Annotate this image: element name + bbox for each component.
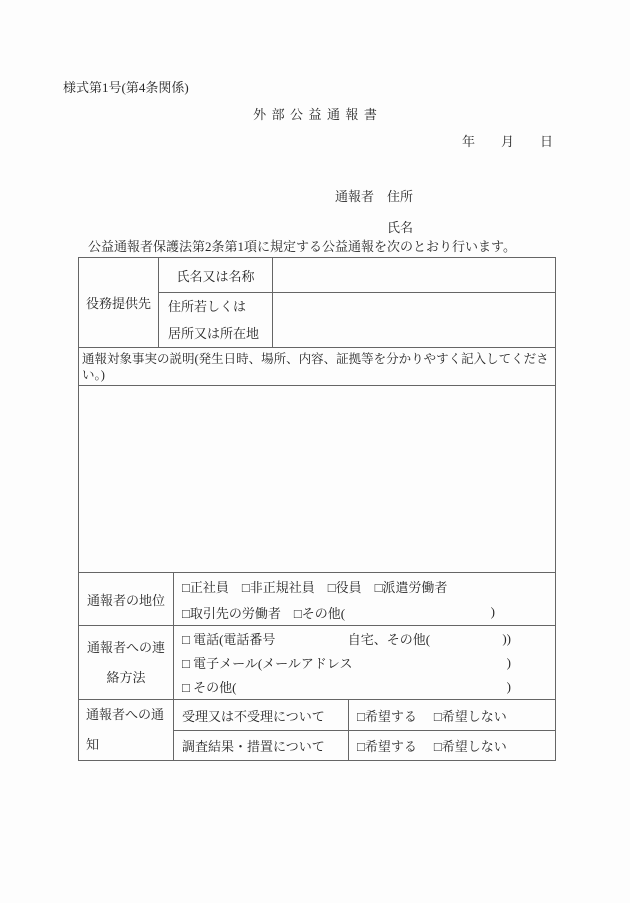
notice-result-options	[349, 731, 556, 761]
date-year-label: 年	[461, 134, 475, 149]
checkbox-dispatched-worker[interactable]: □派遣労働者	[374, 579, 448, 595]
notice-label: 通報者への通知	[79, 700, 174, 761]
address-label	[159, 293, 273, 348]
checkbox-officer[interactable]: □役員	[327, 579, 362, 595]
contact-method-label: 通報者への連絡方法	[79, 626, 174, 700]
contact-other-close-paren: )	[506, 678, 512, 694]
address-label-line2: 居所又は所在地	[168, 326, 260, 341]
report-form-table	[78, 257, 556, 761]
form-number: 様式第1号(第4条関係)	[63, 80, 189, 95]
address-input[interactable]	[273, 293, 556, 348]
checkbox-no-wish-acceptance[interactable]: □希望しない	[433, 708, 507, 724]
date-line	[462, 131, 553, 150]
phone-home-other-label: 自宅、その他(	[347, 632, 431, 647]
intro-text: 公益通報者保護法第2条第1項に規定する公益通報を次のとおり行います。	[88, 239, 516, 254]
table-row	[79, 626, 556, 700]
phone-close-paren: ))	[502, 630, 512, 646]
contact-phone-row	[182, 627, 511, 651]
reporter-block	[335, 186, 413, 236]
name-or-title-label: 氏名又は名称	[159, 258, 273, 293]
checkbox-wish-result[interactable]: □希望する	[357, 739, 417, 754]
checkbox-non-regular-employee[interactable]: □非正規社員	[241, 579, 315, 595]
reporter-name-label: 氏名	[387, 220, 414, 235]
checkbox-phone[interactable]: □ 電話(電話番号	[182, 632, 276, 647]
status-options-row2	[182, 599, 495, 625]
date-day-label: 日	[539, 134, 553, 149]
checkbox-email[interactable]: □ 電子メール(メールアドレス	[182, 656, 353, 671]
service-provider-label: 役務提供先	[79, 258, 159, 348]
table-row	[79, 386, 556, 573]
email-close-paren: )	[506, 654, 512, 670]
table-row	[79, 700, 556, 731]
table-row	[79, 348, 556, 386]
reporter-status-label: 通報者の地位	[79, 573, 174, 626]
checkbox-wish-acceptance[interactable]: □希望する	[357, 708, 417, 724]
reporter-address-label: 住所	[387, 189, 414, 204]
contact-other-row	[182, 675, 511, 699]
contact-email-row	[182, 651, 511, 675]
checkbox-business-partner-worker[interactable]: □取引先の労働者	[182, 605, 281, 621]
table-row	[79, 258, 556, 293]
date-month-label: 月	[500, 134, 514, 149]
checkbox-no-wish-result[interactable]: □希望しない	[433, 739, 507, 754]
notice-acceptance-label: 受理又は不受理について	[174, 700, 349, 731]
reporter-label: 通報者	[335, 189, 375, 204]
notice-result-label: 調査結果・措置について	[174, 731, 349, 761]
status-options-row1	[182, 573, 495, 599]
reporter-status-options	[174, 573, 556, 626]
name-or-title-input[interactable]	[273, 258, 556, 293]
contact-method-options	[174, 626, 556, 700]
facts-description-input[interactable]	[79, 386, 556, 573]
status-other-close-paren: )	[490, 604, 496, 619]
address-label-line1: 住所若しくは	[168, 299, 247, 314]
page-title: 外部公益通報書	[253, 107, 383, 122]
table-row	[79, 573, 556, 626]
notice-acceptance-options	[349, 700, 556, 731]
checkbox-regular-employee[interactable]: □正社員	[182, 579, 229, 595]
facts-description-header: 通報対象事実の説明(発生日時、場所、内容、証拠等を分かりやすく記入してください。)	[79, 348, 556, 386]
checkbox-contact-other[interactable]: □ その他(	[182, 680, 237, 695]
checkbox-status-other[interactable]: □その他(	[293, 605, 346, 621]
